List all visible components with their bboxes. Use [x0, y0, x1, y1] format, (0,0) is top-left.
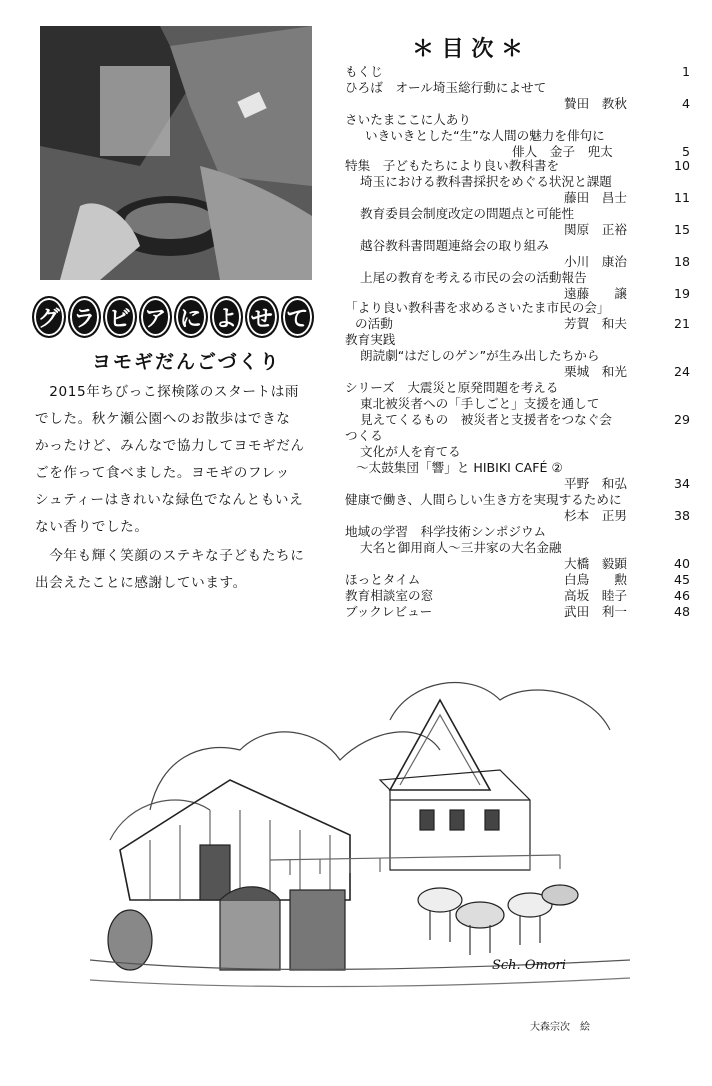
banner-char: に: [174, 296, 208, 338]
toc-page-number: 4: [681, 96, 690, 111]
toc-page-number: 48: [673, 604, 690, 619]
toc-entry: 埼玉における教科書採択をめぐる状況と課題: [360, 174, 612, 189]
toc-entry: 上尾の教育を考える市民の会の活動報告: [360, 270, 587, 285]
banner-char: グ: [32, 296, 66, 338]
toc-entry: 地域の学習 科学技術シンポジウム: [345, 524, 547, 539]
toc-entry: ひろば オール埼玉総行動によせて: [345, 80, 547, 95]
toc-entry: ～太鼓集団「響」と HIBIKI CAFÉ ②: [356, 460, 563, 475]
banner-char: ラ: [68, 296, 102, 338]
toc-entry: 藤田 昌士: [564, 190, 627, 205]
toc-page-number: 38: [673, 508, 690, 523]
toc-entry: 見えてくるもの 被災者と支援者をつなぐ会: [360, 412, 612, 427]
toc-page-number: 10: [673, 158, 690, 173]
banner-char: ア: [139, 296, 173, 338]
toc-page-number: 15: [673, 222, 690, 237]
toc-page-number: 34: [673, 476, 690, 491]
toc-entry: シリーズ 大震災と原発問題を考える: [345, 380, 559, 395]
toc-entry: 教育実践: [345, 332, 396, 347]
toc-entry: 関原 正裕: [564, 222, 627, 237]
toc-entry: さいたまここに人あり: [345, 112, 471, 127]
toc-entry: 小川 康治: [564, 254, 627, 269]
toc-page-number: 29: [673, 412, 690, 427]
toc-title: ＊ 目 次 ＊: [412, 37, 523, 62]
toc-entry: 大橋 毅顕: [564, 556, 627, 571]
toc-entry: 平野 和弘: [564, 476, 627, 491]
gravure-body-line: ない香りでした。: [35, 519, 149, 535]
gravure-body-line: かったけど、みんなで協力してヨモギだん: [35, 438, 305, 454]
gravure-body-line: 今年も輝く笑顔のステキな子どもたちに: [35, 548, 305, 564]
toc-entry: 高坂 睦子: [564, 588, 627, 603]
toc-page-number: 45: [673, 572, 690, 587]
toc-entry: 健康で働き、人間らしい生き方を実現するために: [345, 492, 622, 507]
toc-entry: いきいきとした“生”な人間の魅力を俳句に: [365, 128, 605, 143]
toc-entry: 芳賀 和夫: [564, 316, 627, 331]
toc-entry: つくる: [345, 428, 383, 443]
toc-entry: 白鳥 勲: [564, 572, 627, 587]
toc-entry: 武田 利一: [564, 604, 627, 619]
toc-entry: 教育相談室の窓: [345, 588, 434, 603]
toc-page-number: 11: [673, 190, 690, 205]
toc-page-number: 24: [673, 364, 690, 379]
toc-entry: ブックレビュー: [345, 604, 433, 619]
toc-entry: 栗城 和光: [564, 364, 627, 379]
toc-entry: 教育委員会制度改定の問題点と可能性: [360, 206, 575, 221]
farm-illustration: [90, 660, 630, 1000]
gravure-body-line: 出会えたことに感謝しています。: [35, 575, 247, 591]
gravure-body-line: 2015年ちびっこ探検隊のスタートは雨: [35, 384, 300, 400]
illustration-signature: Sch. Omori: [492, 958, 567, 973]
toc-entry: 越谷教科書問題連絡会の取り組み: [360, 238, 549, 253]
toc-entry: 朗読劇“はだしのゲン”が生み出したちから: [360, 348, 600, 363]
banner-char: せ: [245, 296, 279, 338]
gravure-body-line: でした。秋ケ瀬公園へのお散歩はできな: [35, 411, 291, 427]
toc-page-number: 1: [681, 64, 690, 79]
toc-entry: 遠藤 譲: [564, 286, 627, 301]
toc-entry: 俳人 金子 兜太: [512, 144, 613, 159]
gravure-photo: [40, 26, 312, 280]
toc-entry: 東北被災者への「手しごと」支援を通して: [360, 396, 600, 411]
banner-char: て: [281, 296, 315, 338]
gravure-body-line: シュティーはきれいな緑色でなんともいえ: [35, 492, 304, 508]
toc-entry: 特集 子どもたちにより良い教科書を: [345, 158, 560, 173]
toc-page-number: 5: [681, 144, 690, 159]
toc-page-number: 46: [673, 588, 690, 603]
toc-entry: 「より良い教科書を求めるさいたま市民の会」: [345, 300, 610, 315]
banner-char: ビ: [103, 296, 137, 338]
illustration-credit: 大森宗次 絵: [530, 1022, 590, 1033]
toc-page-number: 40: [673, 556, 690, 571]
toc-page-number: 19: [673, 286, 690, 301]
toc-page-number: 21: [673, 316, 690, 331]
toc-entry: ほっとタイム: [345, 572, 421, 587]
gravure-title: ヨモギだんごづくり: [92, 351, 281, 373]
toc-entry: 文化が人を育てる: [360, 444, 461, 459]
toc-entry: 贄田 教秋: [564, 96, 627, 111]
toc-entry: 大名と御用商人～三井家の大名金融: [360, 540, 562, 555]
toc-entry: の活動: [355, 316, 393, 331]
banner-char: よ: [210, 296, 244, 338]
gravure-banner: [32, 296, 314, 340]
toc-entry: 杉本 正男: [564, 508, 627, 523]
gravure-body-line: ごを作って食べました。ヨモギのフレッ: [35, 465, 290, 481]
toc-entry: もくじ: [345, 64, 383, 79]
toc-page-number: 18: [673, 254, 690, 269]
